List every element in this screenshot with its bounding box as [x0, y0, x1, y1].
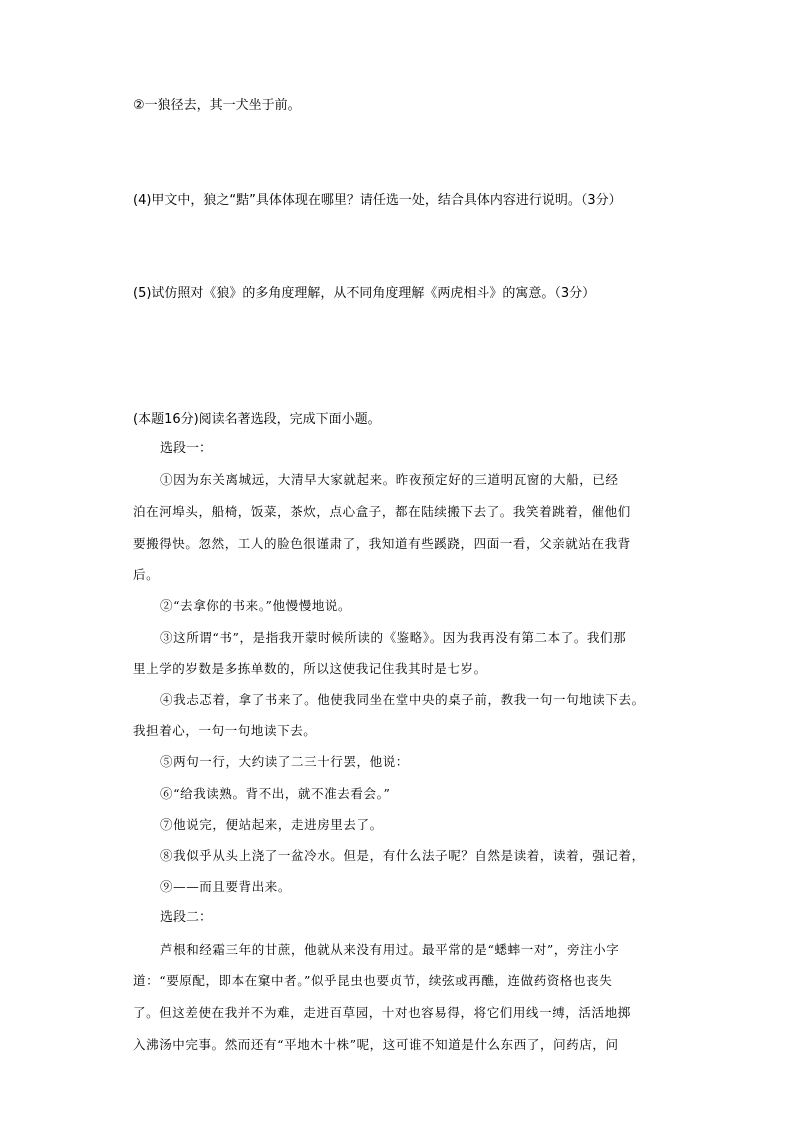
- excerpt-1-line: 里上学的岁数是多拣单数的，所以这使我记住我其时是七岁。: [133, 661, 487, 676]
- question-3-item-2: ②一狼径去，其一犬坐于前。: [133, 98, 301, 113]
- excerpt-1-line: ②“去拿你的书来。”他慢慢地说。: [160, 598, 352, 613]
- excerpt-1-line: ⑧我似乎从头上浇了一盆冷水。但是，有什么法子呢？自然是读着，读着，强记着，: [160, 848, 645, 863]
- excerpt-1-line: ⑥“给我读熟。背不出，就不准去看会。”: [160, 786, 391, 801]
- excerpt-1-line: 泊在河埠头，船椅，饭菜，茶炊，点心盒子，都在陆续搬下去了。我笑着跳着，催他们: [133, 504, 631, 519]
- excerpt-1-line: ③这所谓“书”，是指我开蒙时候所读的《鉴略》。因为我再没有第二本了。我们那: [160, 630, 627, 645]
- excerpt-1-line: 我担着心，一句一句地读下去。: [133, 723, 317, 738]
- question-4: (4)甲文中，狼之“黠”具体体现在哪里？请任选一处，结合具体内容进行说明。（3分）: [133, 193, 622, 208]
- excerpt-1-line: ⑨——而且要背出来。: [160, 879, 292, 894]
- excerpt-1-line: ⑤两句一行，大约读了二三十行罢，他说：: [160, 754, 409, 769]
- question-5: (5)试仿照对《狼》的多角度理解，从不同角度理解《两虎相斗》的寓意。（3分）: [133, 286, 596, 301]
- excerpt-2-line: 芦根和经霜三年的甘蔗，他就从来没有用过。最平常的是“蟋蟀一对”，旁注小字: [160, 942, 620, 957]
- excerpt-1-line: ①因为东关离城远，大清早大家就起来。昨夜预定好的三道明瓦窗的大船，已经: [160, 472, 619, 487]
- excerpt-2-label: 选段二：: [160, 910, 213, 925]
- excerpt-1-line: 后。: [133, 567, 160, 582]
- excerpt-1-line: ④我忐忑着，拿了书来了。他使我同坐在堂中央的桌子前，教我一句一句地读下去。: [160, 692, 645, 707]
- excerpt-1-label: 选段一：: [160, 441, 213, 456]
- excerpt-1-line: ⑦他说完，便站起来，走进房里去了。: [160, 817, 383, 832]
- excerpt-2-line: 了。但这差使在我并不为难，走进百草园，十对也容易得，将它们用线一缚，活活地掷: [133, 1005, 631, 1020]
- excerpt-1-line: 要搬得快。忽然，工人的脸色很谨肃了，我知道有些蹊跷，四面一看，父亲就站在我背: [133, 536, 631, 551]
- section-header: (本题16分)阅读名著选段，完成下面小题。: [133, 412, 381, 427]
- excerpt-2-line: 入沸汤中完事。然而还有“平地木十株”呢，这可谁不知道是什么东西了，问药店，问: [133, 1037, 619, 1052]
- excerpt-2-line: 道：“要原配，即本在窠中者。”似乎昆虫也要贞节，续弦或再醮，连做药资格也丧失: [133, 973, 613, 988]
